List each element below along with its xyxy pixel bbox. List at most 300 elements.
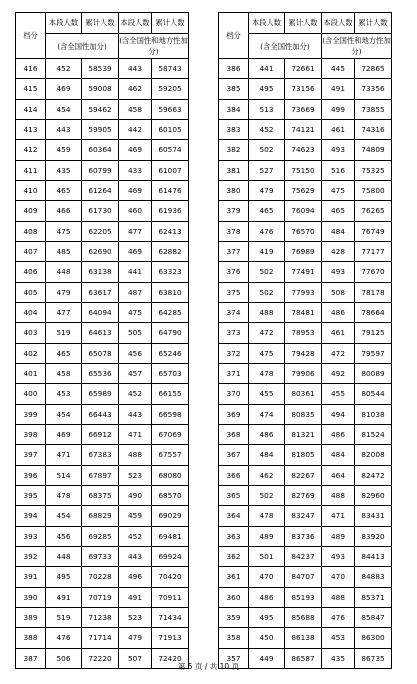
table-cell: 376 <box>219 262 249 282</box>
table-cell: 384 <box>219 99 249 119</box>
table-cell: 454 <box>46 99 82 119</box>
table-cell: 443 <box>46 119 82 139</box>
table-cell: 479 <box>249 180 285 200</box>
table-cell: 388 <box>16 628 46 648</box>
table-cell: 462 <box>249 465 285 485</box>
table-cell: 80361 <box>285 384 322 404</box>
table-cell: 465 <box>249 201 285 221</box>
table-row <box>219 628 392 648</box>
table-cell: 83431 <box>355 506 392 526</box>
header-seg-count: 本段人数 <box>249 13 285 34</box>
table-cell: 369 <box>219 404 249 424</box>
table-cell: 397 <box>16 445 46 465</box>
table-row <box>219 302 392 322</box>
table-cell: 69481 <box>152 526 189 546</box>
table-cell: 71434 <box>152 607 189 627</box>
table-cell: 77491 <box>285 262 322 282</box>
table-cell: 502 <box>249 282 285 302</box>
table-cell: 441 <box>119 262 152 282</box>
table-cell: 84413 <box>355 546 392 566</box>
table-cell: 448 <box>46 262 82 282</box>
table-cell: 514 <box>46 465 82 485</box>
table-cell: 409 <box>16 201 46 221</box>
table-cell: 383 <box>219 119 249 139</box>
table-cell: 63138 <box>82 262 119 282</box>
table-cell: 82472 <box>355 465 392 485</box>
table-cell: 471 <box>119 424 152 444</box>
table-cell: 76094 <box>285 201 322 221</box>
table-cell: 508 <box>322 282 355 302</box>
table-cell: 61007 <box>152 160 189 180</box>
table-row <box>219 99 392 119</box>
table-cell: 85688 <box>285 607 322 627</box>
table-cell: 68080 <box>152 465 189 485</box>
table-row <box>219 119 392 139</box>
table-cell: 60574 <box>152 140 189 160</box>
table-cell: 396 <box>16 465 46 485</box>
table-row <box>16 201 189 221</box>
table-cell: 472 <box>249 323 285 343</box>
table-cell: 389 <box>16 607 46 627</box>
table-cell: 469 <box>119 241 152 261</box>
table-row <box>219 445 392 465</box>
table-cell: 78664 <box>355 302 392 322</box>
table-cell: 82008 <box>355 445 392 465</box>
table-cell: 67383 <box>82 445 119 465</box>
table-cell: 62690 <box>82 241 119 261</box>
table-cell: 72220 <box>82 648 119 668</box>
table-cell: 486 <box>249 424 285 444</box>
table-cell: 79597 <box>355 343 392 363</box>
table-cell: 367 <box>219 445 249 465</box>
table-cell: 486 <box>322 424 355 444</box>
table-cell: 459 <box>119 506 152 526</box>
table-row <box>219 424 392 444</box>
table-cell: 76749 <box>355 221 392 241</box>
table-cell: 523 <box>119 607 152 627</box>
table-cell: 472 <box>322 343 355 363</box>
header-seg-count: 本段人数 <box>119 13 152 34</box>
table-cell: 403 <box>16 323 46 343</box>
table-cell: 452 <box>249 119 285 139</box>
table-cell: 75629 <box>285 180 322 200</box>
table-cell: 478 <box>46 485 82 505</box>
table-cell: 83736 <box>285 526 322 546</box>
table-cell: 527 <box>249 160 285 180</box>
table-row <box>16 506 189 526</box>
table-cell: 379 <box>219 201 249 221</box>
table-cell: 63617 <box>82 282 119 302</box>
table-row <box>16 160 189 180</box>
table-cell: 411 <box>16 160 46 180</box>
table-cell: 491 <box>119 587 152 607</box>
table-cell: 477 <box>119 221 152 241</box>
table-cell: 488 <box>322 485 355 505</box>
table-cell: 493 <box>322 140 355 160</box>
table-row <box>16 424 189 444</box>
table-cell: 470 <box>249 567 285 587</box>
table-cell: 441 <box>249 59 285 79</box>
table-cell: 62205 <box>82 221 119 241</box>
table-cell: 76265 <box>355 201 392 221</box>
table-cell: 61730 <box>82 201 119 221</box>
table-cell: 65989 <box>82 384 119 404</box>
table-cell: 375 <box>219 282 249 302</box>
table-cell: 71238 <box>82 607 119 627</box>
table-cell: 68375 <box>82 485 119 505</box>
table-cell: 455 <box>322 384 355 404</box>
table-cell: 453 <box>46 384 82 404</box>
header-bonus-note-b: (含全国性和地方性加分) <box>322 34 392 59</box>
table-cell: 362 <box>219 546 249 566</box>
table-cell: 69029 <box>152 506 189 526</box>
table-cell: 60799 <box>82 160 119 180</box>
table-cell: 74809 <box>355 140 392 160</box>
table-row <box>16 99 189 119</box>
table-cell: 478 <box>249 506 285 526</box>
table-cell: 79125 <box>355 323 392 343</box>
table-cell: 61264 <box>82 180 119 200</box>
table-row <box>16 282 189 302</box>
table-cell: 488 <box>119 445 152 465</box>
table-cell: 502 <box>249 262 285 282</box>
header-bonus-note-a: (含全国性加分) <box>249 34 322 59</box>
table-cell: 59663 <box>152 99 189 119</box>
table-cell: 487 <box>119 282 152 302</box>
table-row <box>16 363 189 383</box>
table-cell: 65078 <box>82 343 119 363</box>
table-cell: 364 <box>219 506 249 526</box>
table-cell: 69924 <box>152 546 189 566</box>
table-cell: 69285 <box>82 526 119 546</box>
table-cell: 428 <box>322 241 355 261</box>
table-cell: 65536 <box>82 363 119 383</box>
table-cell: 66598 <box>152 404 189 424</box>
table-cell: 476 <box>322 607 355 627</box>
table-cell: 450 <box>249 628 285 648</box>
table-cell: 475 <box>119 302 152 322</box>
table-cell: 64094 <box>82 302 119 322</box>
table-cell: 76989 <box>285 241 322 261</box>
table-cell: 471 <box>322 506 355 526</box>
table-cell: 475 <box>249 343 285 363</box>
table-cell: 410 <box>16 180 46 200</box>
table-row <box>16 241 189 261</box>
table-cell: 84237 <box>285 546 322 566</box>
table-cell: 78481 <box>285 302 322 322</box>
table-cell: 492 <box>322 363 355 383</box>
table-cell: 66912 <box>82 424 119 444</box>
table-row <box>16 59 189 79</box>
table-cell: 67557 <box>152 445 189 465</box>
score-table-right <box>218 12 392 669</box>
table-cell: 435 <box>322 648 355 668</box>
table-cell: 419 <box>249 241 285 261</box>
table-row <box>219 384 392 404</box>
table-cell: 485 <box>46 241 82 261</box>
table-cell: 456 <box>119 343 152 363</box>
table-cell: 74623 <box>285 140 322 160</box>
table-cell: 466 <box>46 201 82 221</box>
table-cell: 496 <box>119 567 152 587</box>
table-cell: 491 <box>46 587 82 607</box>
table-row <box>219 607 392 627</box>
table-cell: 361 <box>219 567 249 587</box>
table-cell: 484 <box>249 445 285 465</box>
table-cell: 416 <box>16 59 46 79</box>
table-cell: 72420 <box>152 648 189 668</box>
table-cell: 63810 <box>152 282 189 302</box>
table-cell: 442 <box>119 119 152 139</box>
table-cell: 81524 <box>355 424 392 444</box>
table-cell: 62882 <box>152 241 189 261</box>
table-cell: 469 <box>46 79 82 99</box>
table-cell: 366 <box>219 465 249 485</box>
table-cell: 368 <box>219 424 249 444</box>
table-cell: 386 <box>219 59 249 79</box>
table-cell: 469 <box>119 180 152 200</box>
table-cell: 370 <box>219 384 249 404</box>
table-cell: 85193 <box>285 587 322 607</box>
header-bonus-note-a: (含全国性加分) <box>46 34 119 59</box>
table-row <box>219 79 392 99</box>
table-cell: 453 <box>322 628 355 648</box>
table-cell: 398 <box>16 424 46 444</box>
table-cell: 513 <box>249 99 285 119</box>
table-row <box>16 567 189 587</box>
table-cell: 443 <box>119 59 152 79</box>
table-cell: 363 <box>219 526 249 546</box>
table-row <box>16 546 189 566</box>
table-cell: 456 <box>46 526 82 546</box>
table-cell: 382 <box>219 140 249 160</box>
table-body-right <box>219 59 392 669</box>
table-cell: 507 <box>119 648 152 668</box>
table-row <box>16 404 189 424</box>
table-row <box>219 546 392 566</box>
table-cell: 502 <box>249 140 285 160</box>
table-row <box>16 607 189 627</box>
table-cell: 85847 <box>355 607 392 627</box>
table-cell: 365 <box>219 485 249 505</box>
table-cell: 399 <box>16 404 46 424</box>
table-cell: 81038 <box>355 404 392 424</box>
table-cell: 72865 <box>355 59 392 79</box>
table-cell: 86587 <box>285 648 322 668</box>
table-cell: 67897 <box>82 465 119 485</box>
table-cell: 64285 <box>152 302 189 322</box>
table-cell: 59905 <box>82 119 119 139</box>
table-cell: 519 <box>46 607 82 627</box>
table-cell: 73356 <box>355 79 392 99</box>
table-cell: 506 <box>46 648 82 668</box>
table-row <box>219 526 392 546</box>
table-cell: 454 <box>46 404 82 424</box>
table-cell: 60364 <box>82 140 119 160</box>
table-cell: 78953 <box>285 323 322 343</box>
table-cell: 79428 <box>285 343 322 363</box>
header-cum-count: 累计人数 <box>82 13 119 34</box>
table-row <box>16 79 189 99</box>
table-cell: 75150 <box>285 160 322 180</box>
table-cell: 401 <box>16 363 46 383</box>
table-cell: 488 <box>249 302 285 322</box>
table-cell: 465 <box>322 201 355 221</box>
table-row <box>16 140 189 160</box>
table-cell: 83247 <box>285 506 322 526</box>
table-row <box>219 160 392 180</box>
table-cell: 84883 <box>355 567 392 587</box>
table-cell: 391 <box>16 567 46 587</box>
header-cum-count: 累计人数 <box>152 13 189 34</box>
table-row <box>16 445 189 465</box>
table-cell: 372 <box>219 343 249 363</box>
table-cell: 516 <box>322 160 355 180</box>
table-row <box>16 262 189 282</box>
score-table-left <box>15 12 189 669</box>
table-cell: 58539 <box>82 59 119 79</box>
table-cell: 465 <box>46 180 82 200</box>
table-cell: 523 <box>119 465 152 485</box>
table-cell: 435 <box>46 160 82 180</box>
table-cell: 395 <box>16 485 46 505</box>
table-cell: 377 <box>219 241 249 261</box>
table-row <box>16 485 189 505</box>
table-cell: 70719 <box>82 587 119 607</box>
table-row <box>16 526 189 546</box>
table-cell: 462 <box>119 79 152 99</box>
table-cell: 83920 <box>355 526 392 546</box>
header-bonus-note-b: (含全国性和地方性加分) <box>119 34 189 59</box>
table-cell: 64790 <box>152 323 189 343</box>
table-cell: 479 <box>46 282 82 302</box>
table-cell: 519 <box>46 323 82 343</box>
table-cell: 413 <box>16 119 46 139</box>
table-row <box>219 241 392 261</box>
table-cell: 460 <box>119 201 152 221</box>
table-cell: 86138 <box>285 628 322 648</box>
table-cell: 459 <box>46 140 82 160</box>
table-row <box>219 465 392 485</box>
table-cell: 458 <box>119 99 152 119</box>
table-cell: 471 <box>46 445 82 465</box>
table-cell: 478 <box>249 363 285 383</box>
table-cell: 68829 <box>82 506 119 526</box>
table-cell: 66155 <box>152 384 189 404</box>
table-cell: 452 <box>46 59 82 79</box>
table-row <box>219 323 392 343</box>
table-cell: 452 <box>119 526 152 546</box>
table-row <box>219 485 392 505</box>
table-row <box>219 282 392 302</box>
table-cell: 82769 <box>285 485 322 505</box>
table-cell: 433 <box>119 160 152 180</box>
table-cell: 400 <box>16 384 46 404</box>
table-cell: 489 <box>322 526 355 546</box>
table-cell: 486 <box>249 587 285 607</box>
table-cell: 71714 <box>82 628 119 648</box>
table-cell: 493 <box>322 262 355 282</box>
table-cell: 66443 <box>82 404 119 424</box>
header-score: 档分 <box>16 13 46 59</box>
table-cell: 501 <box>249 546 285 566</box>
table-cell: 475 <box>46 221 82 241</box>
table-cell: 455 <box>249 384 285 404</box>
table-cell: 80835 <box>285 404 322 424</box>
table-cell: 390 <box>16 587 46 607</box>
table-cell: 86735 <box>355 648 392 668</box>
table-cell: 415 <box>16 79 46 99</box>
table-cell: 70420 <box>152 567 189 587</box>
table-cell: 59205 <box>152 79 189 99</box>
table-cell: 408 <box>16 221 46 241</box>
table-cell: 402 <box>16 343 46 363</box>
table-cell: 77177 <box>355 241 392 261</box>
table-cell: 445 <box>322 59 355 79</box>
table-cell: 65703 <box>152 363 189 383</box>
table-cell: 380 <box>219 180 249 200</box>
table-cell: 488 <box>322 587 355 607</box>
table-cell: 494 <box>322 404 355 424</box>
table-cell: 80089 <box>355 363 392 383</box>
table-cell: 452 <box>119 384 152 404</box>
table-row <box>16 302 189 322</box>
table-cell: 69733 <box>82 546 119 566</box>
table-cell: 357 <box>219 648 249 668</box>
table-cell: 385 <box>219 79 249 99</box>
table-cell: 358 <box>219 628 249 648</box>
table-row <box>16 628 189 648</box>
table-cell: 373 <box>219 323 249 343</box>
table-cell: 394 <box>16 506 46 526</box>
table-cell: 80544 <box>355 384 392 404</box>
table-cell: 85371 <box>355 587 392 607</box>
table-row <box>219 180 392 200</box>
table-cell: 469 <box>119 140 152 160</box>
header-score: 档分 <box>219 13 249 59</box>
table-cell: 84707 <box>285 567 322 587</box>
table-row <box>16 465 189 485</box>
table-row <box>16 384 189 404</box>
table-cell: 405 <box>16 282 46 302</box>
table-cell: 381 <box>219 160 249 180</box>
table-cell: 59462 <box>82 99 119 119</box>
table-cell: 392 <box>16 546 46 566</box>
table-cell: 484 <box>322 221 355 241</box>
table-cell: 454 <box>46 506 82 526</box>
page-footer: 第 5 页 / 共 10 页 <box>177 662 240 671</box>
header-seg-count: 本段人数 <box>46 13 82 34</box>
table-cell: 360 <box>219 587 249 607</box>
header-seg-count: 本段人数 <box>322 13 355 34</box>
table-cell: 62413 <box>152 221 189 241</box>
table-cell: 371 <box>219 363 249 383</box>
table-cell: 72661 <box>285 59 322 79</box>
table-cell: 475 <box>322 180 355 200</box>
table-cell: 469 <box>46 424 82 444</box>
table-cell: 448 <box>46 546 82 566</box>
table-cell: 407 <box>16 241 46 261</box>
table-cell: 73156 <box>285 79 322 99</box>
table-cell: 406 <box>16 262 46 282</box>
table-cell: 82267 <box>285 465 322 485</box>
table-cell: 491 <box>322 79 355 99</box>
table-row <box>219 567 392 587</box>
table-cell: 81321 <box>285 424 322 444</box>
header-cum-count: 累计人数 <box>355 13 392 34</box>
table-cell: 74316 <box>355 119 392 139</box>
table-cell: 457 <box>119 363 152 383</box>
